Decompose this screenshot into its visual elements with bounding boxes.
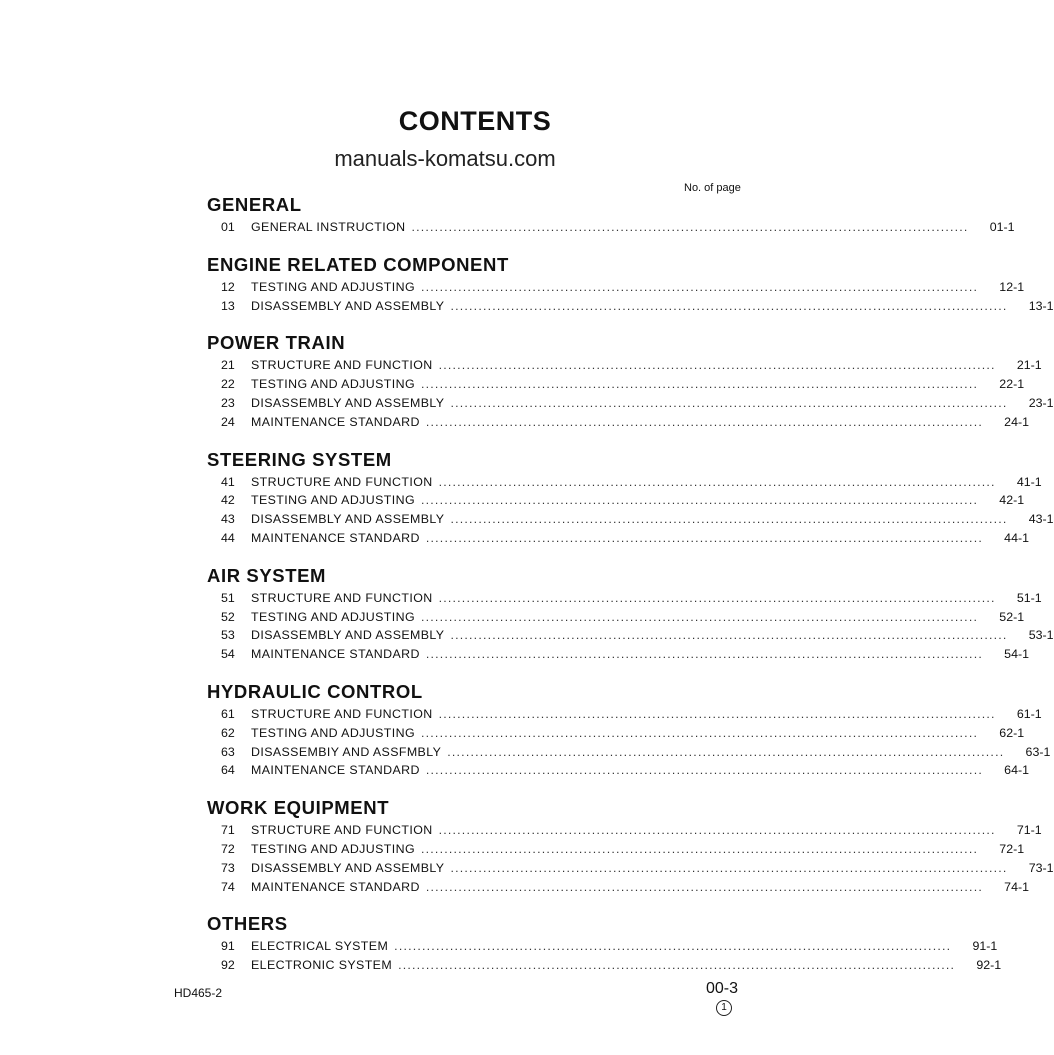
dot-leader: ........................................................................................................................ bbox=[450, 298, 1008, 313]
entry-page: 71-1 bbox=[1016, 823, 1042, 838]
entry-name: DISASSEMBLY AND ASSEMBLY bbox=[251, 860, 445, 875]
entry-number: 01 bbox=[221, 220, 235, 234]
section-title: GENERAL bbox=[207, 194, 302, 215]
entry-name: MAINTENANCE STANDARD bbox=[251, 647, 420, 662]
toc-entry[interactable] bbox=[207, 297, 1054, 316]
entry-number: 74 bbox=[221, 879, 235, 894]
revision-mark: 1 bbox=[716, 1000, 732, 1016]
entry-number: 72 bbox=[221, 841, 235, 856]
dot-leader: ........................................................................................................................ bbox=[450, 628, 1008, 643]
entry-name: STRUCTURE AND FUNCTION bbox=[251, 706, 433, 721]
toc-entry[interactable] bbox=[207, 626, 1054, 645]
entry-name: ELECTRONIC SYSTEM bbox=[251, 958, 393, 973]
toc-entry[interactable] bbox=[207, 356, 1042, 375]
dot-leader: ........................................................................................................................ bbox=[438, 823, 996, 838]
dot-leader: ........................................................................................................................ bbox=[425, 879, 983, 894]
entry-page: 51-1 bbox=[1016, 590, 1042, 605]
entry-name: STRUCTURE AND FUNCTION bbox=[251, 474, 433, 489]
entry-number: 44 bbox=[221, 530, 235, 545]
entry-number: 41 bbox=[221, 474, 235, 489]
toc-entry[interactable] bbox=[207, 394, 1054, 413]
toc-entry[interactable] bbox=[207, 878, 1029, 897]
entry-page: 72-1 bbox=[999, 841, 1025, 856]
dot-leader: ........................................................................................................................ bbox=[425, 530, 983, 545]
entry-page: 52-1 bbox=[999, 609, 1025, 624]
section-title: AIR SYSTEM bbox=[207, 564, 327, 586]
dot-leader: ........................................................................................................................ bbox=[438, 706, 996, 721]
entry-number: 43 bbox=[221, 512, 235, 527]
entry-name: MAINTENANCE STANDARD bbox=[251, 763, 420, 778]
entry-page: 91-1 bbox=[972, 939, 998, 954]
toc-section bbox=[207, 679, 1051, 780]
entry-page: 73-1 bbox=[1028, 860, 1054, 875]
entry-name: DISASSEMBLY AND ASSEMBLY bbox=[251, 628, 445, 643]
page-number: 00-3 bbox=[706, 980, 739, 997]
dot-leader: ........................................................................................................................ bbox=[421, 609, 979, 624]
entry-name: DISASSEMBLY AND ASSEMBLY bbox=[251, 512, 445, 527]
entry-number: 71 bbox=[221, 823, 235, 838]
toc-entry[interactable] bbox=[207, 473, 1042, 492]
toc-entry[interactable] bbox=[207, 956, 1002, 975]
toc-entry[interactable] bbox=[207, 724, 1025, 743]
entry-page: 13-1 bbox=[1028, 298, 1054, 313]
entry-page: 41-1 bbox=[1016, 474, 1042, 489]
entry-number: 51 bbox=[221, 590, 235, 605]
toc-entry[interactable] bbox=[207, 761, 1029, 780]
toc-entry[interactable] bbox=[207, 608, 1025, 627]
dot-leader: ........................................................................................................................ bbox=[421, 841, 979, 856]
entry-page: 23-1 bbox=[1028, 395, 1054, 410]
toc-entry[interactable] bbox=[207, 589, 1042, 608]
entry-name: MAINTENANCE STANDARD bbox=[251, 414, 420, 429]
toc-entry[interactable] bbox=[207, 705, 1042, 724]
section-title: STEERING SYSTEM bbox=[207, 448, 392, 470]
entry-number: 23 bbox=[221, 395, 235, 410]
dot-leader: ........................................................................................................................ bbox=[425, 647, 983, 662]
entry-name: MAINTENANCE STANDARD bbox=[251, 530, 420, 545]
toc-section bbox=[207, 330, 1054, 431]
entry-name: TESTING AND ADJUSTING bbox=[251, 609, 415, 624]
toc-entry[interactable] bbox=[207, 937, 998, 956]
entry-name: STRUCTURE AND FUNCTION bbox=[251, 358, 433, 373]
entry-page: 01-1 bbox=[989, 220, 1015, 234]
entry-number: 21 bbox=[221, 358, 235, 373]
toc-entry[interactable] bbox=[207, 413, 1029, 432]
entry-page: 92-1 bbox=[976, 958, 1002, 973]
dot-leader: ........................................................................................................................ bbox=[398, 958, 956, 973]
entry-page: 44-1 bbox=[1004, 530, 1029, 545]
entry-page: 42-1 bbox=[999, 493, 1025, 508]
entry-name: DISASSEMBLY AND ASSEMBLY bbox=[251, 298, 445, 313]
toc-entry[interactable] bbox=[207, 375, 1025, 394]
entry-number: 13 bbox=[221, 298, 235, 313]
dot-leader: ........................................................................................................................ bbox=[421, 377, 979, 392]
entry-number: 63 bbox=[221, 744, 235, 759]
toc-entry[interactable] bbox=[207, 859, 1054, 878]
toc-section bbox=[207, 252, 1054, 316]
entry-page: 22-1 bbox=[999, 377, 1025, 392]
entry-name: TESTING AND ADJUSTING bbox=[251, 377, 415, 392]
entry-number: 61 bbox=[221, 706, 235, 721]
dot-leader: ........................................................................................................................ bbox=[421, 493, 979, 508]
entry-page: 62-1 bbox=[999, 725, 1025, 740]
entry-name: DISASSEMBLY AND ASSEMBLY bbox=[251, 395, 445, 410]
entry-name: ELECTRICAL SYSTEM bbox=[251, 939, 389, 954]
toc-section bbox=[207, 795, 1054, 896]
entry-number: 53 bbox=[221, 628, 235, 643]
toc-section bbox=[207, 563, 1054, 664]
entry-page: 53-1 bbox=[1028, 628, 1054, 643]
entry-name: TESTING AND ADJUSTING bbox=[251, 279, 415, 294]
entry-page: 74-1 bbox=[1004, 879, 1029, 894]
entry-name: TESTING AND ADJUSTING bbox=[251, 841, 415, 856]
dot-leader: ........................................................................................................................ bbox=[394, 939, 952, 954]
toc-entry[interactable] bbox=[207, 491, 1025, 510]
contents-title: CONTENTS bbox=[398, 106, 552, 136]
toc-entry[interactable] bbox=[207, 840, 1025, 859]
entry-name: TESTING AND ADJUSTING bbox=[251, 493, 415, 508]
entry-number: 24 bbox=[221, 414, 235, 429]
dot-leader: ........................................................................................................................ bbox=[447, 744, 1005, 759]
section-title: HYDRAULIC CONTROL bbox=[207, 680, 423, 702]
entry-number: 52 bbox=[221, 609, 235, 624]
toc-entry[interactable] bbox=[207, 278, 1025, 297]
entry-page: 24-1 bbox=[1004, 414, 1029, 429]
entry-number: 12 bbox=[221, 279, 235, 294]
dot-leader: ........................................................................................................................ bbox=[450, 860, 1008, 875]
entry-page: 64-1 bbox=[1004, 763, 1029, 778]
dot-leader: ........................................................................................................................ bbox=[438, 358, 996, 373]
toc-entry[interactable] bbox=[207, 743, 1051, 762]
entry-number: 42 bbox=[221, 493, 235, 508]
entry-number: 92 bbox=[221, 958, 235, 973]
entry-page: 54-1 bbox=[1004, 647, 1029, 662]
entry-name: GENERAL INSTRUCTION bbox=[251, 220, 406, 234]
toc-section bbox=[207, 192, 1015, 237]
entry-page: 43-1 bbox=[1028, 512, 1054, 527]
toc-entry[interactable] bbox=[207, 645, 1029, 664]
dot-leader: ........................................................................................................................ bbox=[425, 414, 983, 429]
entry-number: 91 bbox=[221, 939, 235, 954]
entry-name: TESTING AND ADJUSTING bbox=[251, 725, 415, 740]
entry-name: DISASSEMBIY AND ASSFMBLY bbox=[251, 744, 442, 759]
dot-leader: ........................................................................................................................ bbox=[438, 590, 996, 605]
entry-page: 61-1 bbox=[1016, 706, 1042, 721]
dot-leader: ........................................................................................................................ bbox=[421, 725, 979, 740]
section-title: WORK EQUIPMENT bbox=[207, 797, 390, 819]
table-of-contents bbox=[207, 192, 1054, 990]
dot-leader: ........................................................................................................................ bbox=[450, 512, 1008, 527]
dot-leader: ........................................................................................................................ bbox=[421, 279, 979, 294]
section-title: ENGINE RELATED COMPONENT bbox=[207, 253, 509, 275]
toc-entry[interactable] bbox=[207, 510, 1054, 529]
toc-section bbox=[207, 447, 1054, 548]
entry-name: STRUCTURE AND FUNCTION bbox=[251, 823, 433, 838]
entry-page: 12-1 bbox=[999, 279, 1025, 294]
entry-name: MAINTENANCE STANDARD bbox=[251, 879, 420, 894]
entry-number: 22 bbox=[221, 377, 235, 392]
entry-number: 62 bbox=[221, 725, 235, 740]
toc-entry[interactable] bbox=[207, 218, 1015, 237]
entry-name: STRUCTURE AND FUNCTION bbox=[251, 590, 433, 605]
toc-section bbox=[207, 911, 1002, 975]
toc-entry[interactable] bbox=[207, 529, 1029, 548]
page-column-header: No. of page bbox=[684, 182, 741, 194]
dot-leader: ........................................................................................................................ bbox=[438, 474, 996, 489]
entry-page: 21-1 bbox=[1016, 358, 1042, 373]
model-number: HD465-2 bbox=[174, 986, 223, 1000]
entry-number: 73 bbox=[221, 860, 235, 875]
entry-page: 63-1 bbox=[1025, 744, 1051, 759]
watermark-text: manuals-komatsu.com bbox=[334, 146, 556, 171]
entry-number: 54 bbox=[221, 647, 235, 662]
dot-leader: ........................................................................................................................ bbox=[425, 763, 983, 778]
section-title: OTHERS bbox=[207, 913, 288, 935]
section-title: POWER TRAIN bbox=[207, 332, 346, 354]
toc-entry[interactable] bbox=[207, 821, 1042, 840]
dot-leader: ........................................................................................................................ bbox=[450, 395, 1008, 410]
entry-number: 64 bbox=[221, 763, 235, 778]
dot-leader: ........................................................................................................................ bbox=[411, 220, 969, 234]
